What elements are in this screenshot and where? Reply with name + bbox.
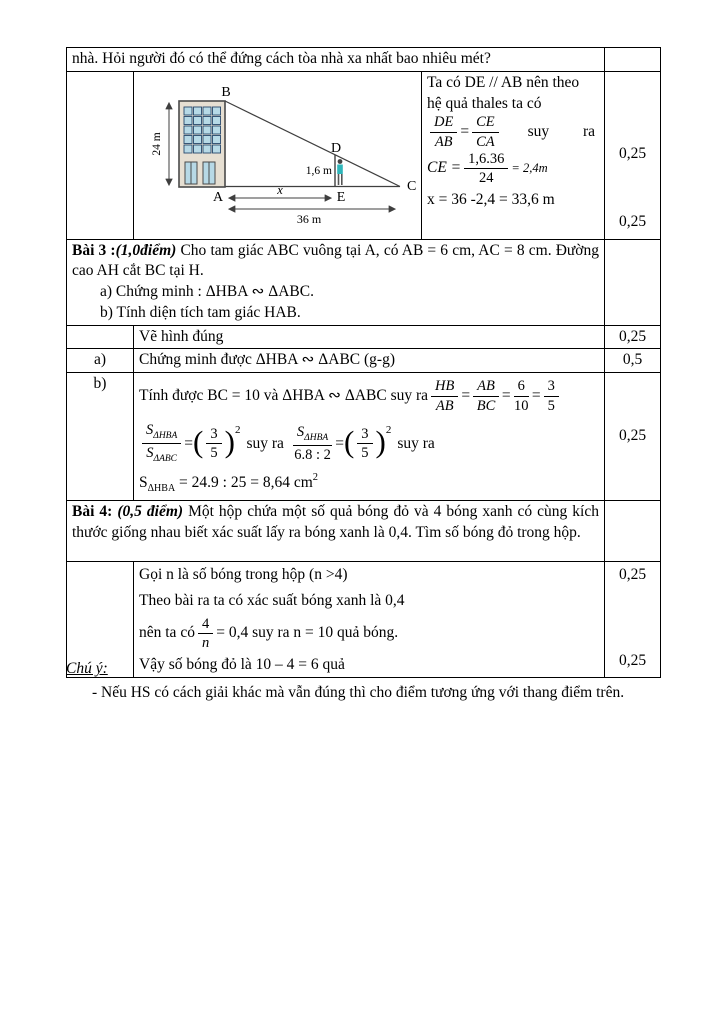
score-cell-empty	[605, 239, 661, 325]
score-value: 0,25	[618, 212, 647, 230]
area-result: = 24.9 : 25 = 8,64 cm	[175, 474, 313, 492]
equals-sign: =	[335, 434, 344, 452]
cm-exponent: 2	[312, 472, 319, 484]
problem-4-statement	[67, 501, 605, 562]
person-icon	[337, 159, 343, 185]
answer-draw-figure: Vẽ hình đúng	[134, 325, 605, 349]
fraction-3-5: $\frac{3}{5}$	[544, 378, 559, 414]
answer-b-cell	[134, 373, 605, 501]
question-continued-text: nhà. Hỏi người đó có thể đứng cách tòa nhà xa nhất bao nhiêu mét?	[67, 48, 605, 72]
answer-b-line3	[139, 471, 599, 495]
building-icon	[179, 101, 225, 187]
suy-ra-text: suy ra	[397, 434, 435, 452]
person-height-label: 1,6 m	[305, 164, 332, 177]
fraction-4-n: $\frac{4}{n}$	[198, 616, 213, 652]
suy-ra-text: suy ra	[246, 434, 284, 452]
answer-4-line4: Vậy số bóng đỏ là 10 – 4 = 6 quả	[139, 656, 345, 673]
solution-cell-q2	[422, 71, 605, 239]
building-height-label: 24 m	[151, 132, 163, 156]
open-paren: (	[193, 423, 204, 459]
fraction-ce-value: $\frac{1,6.36}{24}$	[464, 151, 508, 187]
fraction-ab-bc: $\frac{AB}{BC}$	[473, 378, 499, 414]
fraction-de-ab: $\frac{DE}{AB}$	[430, 114, 457, 150]
exponent-2: 2	[234, 423, 241, 436]
equals-sign: =	[531, 386, 541, 404]
fraction-area-ratio: $\frac{S_{\Delta HBA}}{S_{\Delta ABC}}$	[142, 422, 181, 465]
thales-equation	[427, 114, 599, 150]
part-label-b: b)	[67, 373, 134, 501]
note-title: Chú ý:	[66, 660, 108, 677]
figure-cell	[134, 71, 422, 239]
x-label: x	[277, 182, 283, 197]
base-length-label: 36 m	[296, 211, 322, 226]
fraction-area-over-half: $\frac{S_{\Delta HBA}}{6.8 : 2}$	[294, 424, 331, 464]
equals-sign: =	[184, 434, 194, 452]
score-value: 0,5	[605, 349, 661, 373]
score-cell-empty	[605, 501, 661, 562]
solution-line: Ta có DE // AB nên theo	[427, 73, 580, 91]
point-c-label: C	[407, 178, 417, 194]
answer-4-line3-pre: nên ta có	[139, 624, 195, 642]
point-e-label: E	[336, 189, 346, 205]
fraction-ce-ca: $\frac{CE}{CA}$	[472, 114, 499, 150]
point-b-label: B	[221, 84, 231, 100]
ce-result: = 2,4m	[511, 161, 548, 176]
x-result-line: x = 36 -2,4 = 33,6 m	[427, 190, 555, 208]
point-d-label: D	[330, 140, 342, 156]
exponent-2: 2	[385, 423, 392, 436]
score-value: 0,25	[618, 566, 647, 584]
problem-4-number: Bài 4:	[72, 503, 113, 521]
solution-line: hệ quả thales ta có	[427, 94, 542, 112]
answer-4-line3	[139, 616, 599, 652]
ce-equation	[427, 151, 599, 187]
equals-sign: =	[460, 123, 470, 141]
s-subscript: ΔHBA	[147, 483, 176, 495]
fraction-6-10: $\frac{6}{10}$	[513, 378, 529, 414]
answer-a-text: Chứng minh được ΔHBA ∾ ΔABC (g-g)	[134, 349, 605, 373]
problem-3-number: Bài 3 :	[72, 241, 116, 259]
equals-sign: =	[501, 386, 511, 404]
problem-3-statement	[67, 239, 605, 325]
close-paren: )	[375, 423, 386, 459]
problem-4-text: Một hộp chứa một số quả bóng đỏ và 4 bóng xanh có cùng kích thước giống nhau biết xác suất lấy ra bóng xanh là 0,4. Tìm số bóng đỏ trong hộp.	[72, 503, 599, 541]
answer-b-line1-text: Tính được BC = 10 và ΔHBA ∾ ΔABC suy ra	[139, 386, 429, 404]
fraction-hb-ab: $\frac{HB}{AB}$	[431, 378, 458, 414]
score-value: 0,25	[618, 144, 647, 162]
building-shadow-figure	[139, 73, 422, 231]
grading-table	[66, 47, 661, 678]
ra-text: ra	[582, 123, 595, 141]
s-symbol: S	[139, 474, 148, 492]
open-paren: (	[343, 423, 355, 459]
part-label-empty	[67, 325, 134, 349]
ce-prefix: CE =	[427, 159, 462, 177]
answer-4-line1: Gọi n là số bóng trong hộp (n >4)	[139, 566, 348, 584]
answer-4-line3-post: = 0,4 suy ra n = 10 quả bóng.	[216, 624, 399, 642]
empty-left-cell	[67, 71, 134, 239]
part-label-a: a)	[67, 349, 134, 373]
problem-3-item-a: a) Chứng minh : ΔHBA ∾ ΔABC.	[100, 283, 314, 301]
score-value: 0,25	[605, 325, 661, 349]
score-value: 0,25	[605, 373, 661, 501]
close-paren: )	[224, 423, 235, 459]
score-cell-empty	[605, 48, 661, 72]
answer-4-line2: Theo bài ra ta có xác suất bóng xanh là 0,4	[139, 591, 405, 609]
problem-4-points: (0,5 điểm)	[117, 503, 184, 521]
fraction-3-5-squared: $\frac{3}{5}$	[206, 426, 221, 462]
score-cell-q2	[605, 71, 661, 239]
answer-b-line1	[139, 378, 599, 414]
score-value: 0,25	[618, 652, 647, 669]
problem-3-text: Cho tam giác ABC vuông tại A, có AB = 6 cm, AC = 8 cm. Đường cao AH cắt BC tại H.	[72, 241, 600, 280]
equals-sign: =	[461, 386, 471, 404]
answer-b-line2	[139, 422, 599, 465]
point-a-label: A	[212, 189, 224, 205]
note-text: - Nếu HS có cách giải khác mà vẫn đúng thì cho điểm tương ứng với thang điểm trên.	[92, 683, 625, 701]
problem-3-item-b: b) Tính diện tích tam giác HAB.	[100, 303, 301, 321]
suy-text: suy	[527, 123, 550, 141]
fraction-3-5-squared: $\frac{3}{5}$	[357, 426, 372, 462]
problem-3-points: (1,0điểm)	[115, 241, 177, 259]
footer-note	[66, 658, 662, 703]
